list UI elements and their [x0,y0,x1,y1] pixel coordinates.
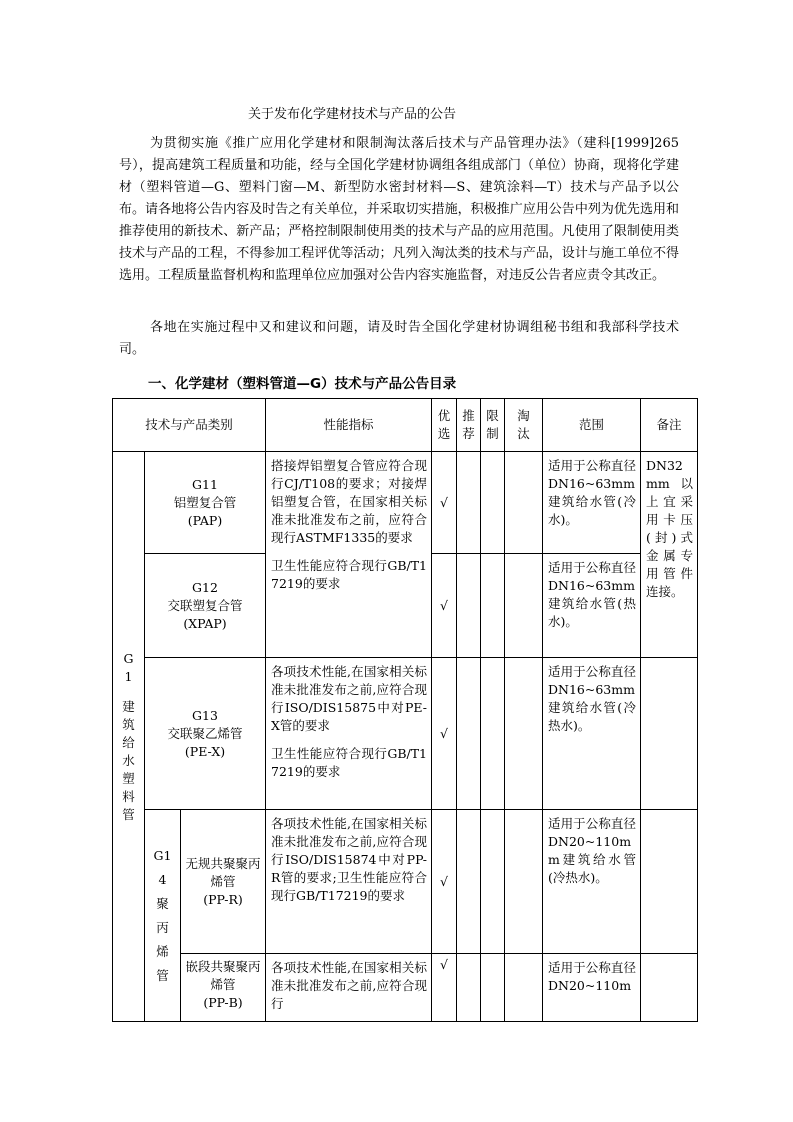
restricted-cell [481,452,505,554]
remarks-g11-g12: DN32mm以上宜采用卡压(封)式金属专用管件连接。 [641,452,698,658]
page-title: 关于发布化学建材技术与产品的公告 [248,107,457,122]
intro-paragraph: 为贯彻实施《推广应用化学建材和限制淘汰落后技术与产品管理办法》（建科[1999]265号），提高建筑工程质量和功能，经与全国化学建材协调组各组成部门（单位）协商，现将化学建材（塑料管道—G、塑料门窗—M、新型防水密封材料—S、建筑涂料—T）技术与产品予以公布。请各地将公告内容及时告之有关单位，并采取切实措施，积极推广应用公告中列为优先选用和推荐使用的新技术、新产品；严格控制限制使用类的技术与产品的应用范围。凡使用了限制使用类技术与产品的工程，不得参加工程评优等活动；凡列入淘汰类的技术与产品，设计与施工单位不得选用。工程质量监督机构和监理单位应加强对公告内容实施监督，对违反公告者应责令其改正。 [119,136,679,283]
recommended-cell [457,954,481,1022]
recommended-cell [457,554,481,658]
header-remarks: 备注 [641,399,698,452]
remarks-cell [641,658,698,810]
scope-g13: 适用于公称直径DN16~63mm建筑给水管(冷热水)。 [543,658,641,810]
performance-g11-g12: 搭接焊铝塑复合管应符合现行CJ/T108的要求；对接焊铝塑复合管，在国家相关标准未批准发布之前，应符合现行ASTMF1335的要求 卫生性能应符合现行GB/T17219的要求 [266,452,432,658]
eliminated-cell [505,554,543,658]
product-g13: G13 交联聚乙烯管 (PE-X) [145,658,266,810]
table-row [113,658,698,810]
recommended-cell [457,810,481,954]
preferred-check: √ [432,658,457,810]
product-g11: G11 铝塑复合管 (PAP) [145,452,266,554]
contact-paragraph: 各地在实施过程中又和建议和问题，请及时告全国化学建材协调组秘书组和我部科学技术司。 [119,320,679,357]
header-category: 技术与产品类别 [113,399,266,452]
table-row [113,954,698,1022]
header-restricted: 限 制 [481,399,505,452]
performance-pp-r: 各项技术性能,在国家相关标准未批准发布之前,应符合现行ISO/DIS15874中对PP-R管的要求;卫生性能应符合现行GB/T17219的要求 [266,810,432,954]
restricted-cell [481,954,505,1022]
section-heading: 一、化学建材（塑料管道—G）技术与产品公告目录 [148,376,457,392]
preferred-check: √ [432,554,457,658]
performance-g13: 各项技术性能,在国家相关标准未批准发布之前,应符合现行ISO/DIS15875中对PE-X管的要求 卫生性能应符合现行GB/T17219的要求 [266,658,432,810]
product-g12: G12 交联塑复合管 (XPAP) [145,554,266,658]
eliminated-cell [505,658,543,810]
header-recommended: 推 荐 [457,399,481,452]
preferred-check: √ [432,810,457,954]
performance-pp-b: 各项技术性能,在国家相关标准未批准发布之前,应符合现行 [266,954,432,1022]
scope-g12: 适用于公称直径DN16~63mm建筑给水管(热水)。 [543,554,641,658]
header-eliminated: 淘 汰 [505,399,543,452]
header-performance: 性能指标 [266,399,432,452]
restricted-cell [481,658,505,810]
preferred-check: √ [432,954,457,1022]
eliminated-cell [505,810,543,954]
header-preferred: 优 选 [432,399,457,452]
eliminated-cell [505,452,543,554]
subgroup-g14-label: G1 4 聚 丙 烯 管 [145,810,181,1022]
restricted-cell [481,810,505,954]
eliminated-cell [505,954,543,1022]
remarks-cell [641,954,698,1022]
scope-g11: 适用于公称直径DN16~63mm建筑给水管(冷水)。 [543,452,641,554]
product-pp-r: 无规共聚聚丙烯管 (PP-R) [181,810,266,954]
product-pp-b: 嵌段共聚聚丙烯管 (PP-B) [181,954,266,1022]
remarks-cell [641,810,698,954]
table-header-row [113,399,698,452]
table-row [113,452,698,554]
product-catalog-table [112,398,698,1022]
scope-pp-r: 适用于公称直径DN20~110mm建筑给水管(冷热水)。 [543,810,641,954]
header-scope: 范围 [543,399,641,452]
table-row [113,810,698,954]
scope-pp-b: 适用于公称直径DN20~110m [543,954,641,1022]
recommended-cell [457,452,481,554]
group-g1-label: G 1 建 筑 给 水 塑 料 管 [113,452,145,1022]
recommended-cell [457,658,481,810]
preferred-check: √ [432,452,457,554]
restricted-cell [481,554,505,658]
